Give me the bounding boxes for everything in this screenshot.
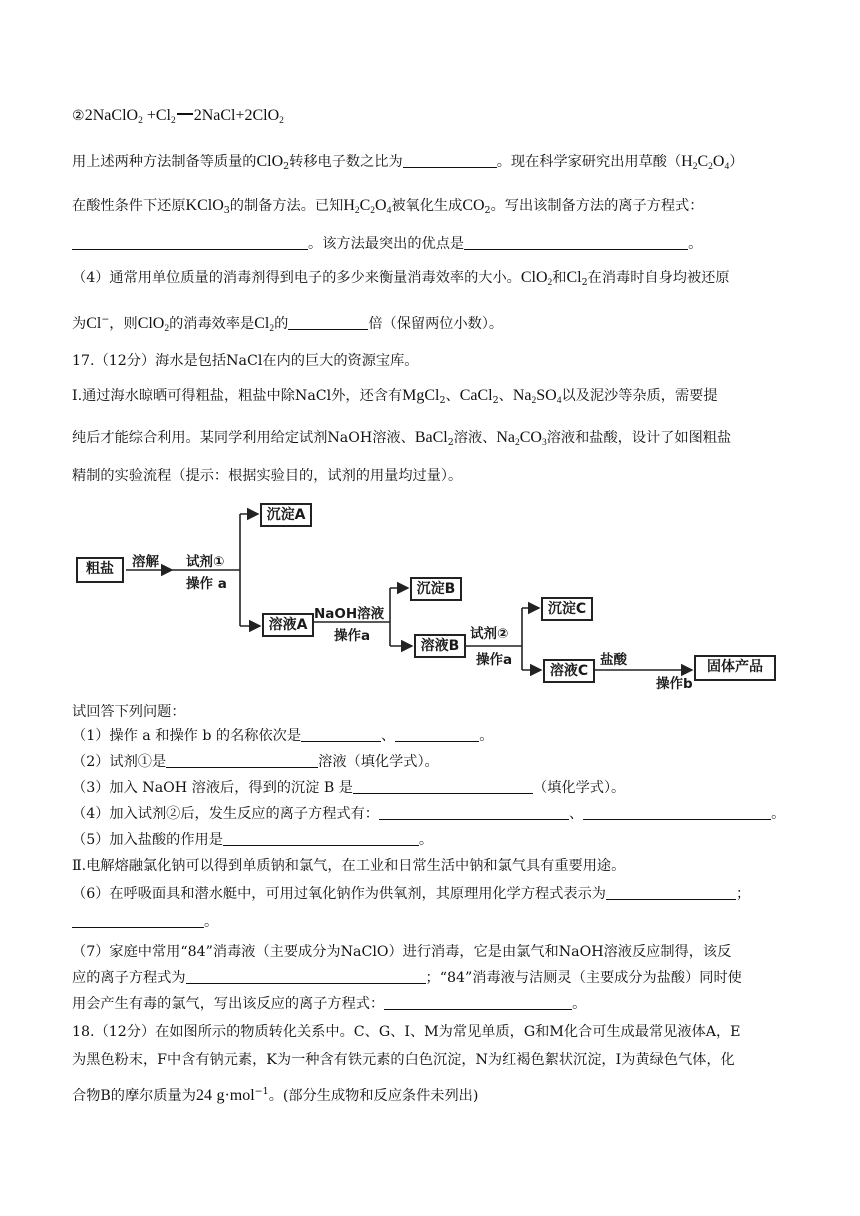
question-4-cont: 为Cl−，则ClO$_2$的消毒效率是$Cl_2$的 倍（保留两位小数）。 <box>72 314 504 334</box>
label-naoh-solution: NaOH溶液 <box>314 606 385 622</box>
answer-blank[interactable] <box>301 727 381 742</box>
answer-7-cont: 应的离子方程式为 ；“84”消毒液与洁厕灵（主要成分为盐酸）同时使 <box>72 970 742 986</box>
question-17-title: 17.（12分）海水是包括NaCl在内的巨大的资源宝库。 <box>72 353 419 369</box>
box-precipitate-a: 沉淀A <box>260 503 312 527</box>
answer-7: （7）家庭中常用“84”消毒液（主要成分为NaClO）进行消毒，它是由氯气和NaOH溶液反应制得，该反 <box>72 944 732 960</box>
paragraph-line: 在酸性条件下还原KClO$_3$的制备方法。已知$H_2C_2O_4$被氧化生成$CO_2$。写出该制备方法的离子方程式： <box>72 197 704 216</box>
question-18-line3: 合物B的摩尔质量为24 g·mol$^{-1}$。(部分生成物和反应条件未列出) <box>72 1086 479 1104</box>
label-reagent-2: 试剂② <box>470 626 509 642</box>
answer-blank[interactable] <box>384 995 572 1010</box>
label-operation-a-3: 操作a <box>476 652 513 668</box>
equation-2: ②2NaClO$_2$ $+Cl_2$ 2NaCl+2ClO$_2$ <box>72 107 284 126</box>
label-operation-a-1: 操作 a <box>186 576 227 592</box>
equals-sign <box>177 113 193 115</box>
answer-3: （3）加入 NaOH 溶液后，得到的沉淀 B 是 （填化学式）。 <box>72 780 626 796</box>
question-17-part1-cont: 纯后才能综合利用。某同学利用给定试剂NaOH溶液、BaCl$_2$溶液、$Na_2CO_3$溶液和盐酸，设计了如图粗盐 <box>72 429 732 448</box>
paragraph-line: 。该方法最突出的优点是 。 <box>72 234 800 254</box>
answer-blank[interactable] <box>353 779 533 794</box>
answer-6-cont: 。 <box>72 912 800 932</box>
box-solid-product: 固体产品 <box>694 655 776 681</box>
answer-5: （5）加入盐酸的作用是 。 <box>72 832 434 848</box>
answer-blank[interactable] <box>583 805 771 820</box>
answer-blank[interactable] <box>395 727 479 742</box>
answer-blank[interactable] <box>72 913 204 928</box>
box-solution-b: 溶液B <box>414 634 466 658</box>
box-precipitate-c: 沉淀C <box>541 597 593 621</box>
answer-blank[interactable] <box>186 969 426 984</box>
answer-1: （1）操作 a 和操作 b 的名称依次是 、 。 <box>72 728 494 744</box>
label-operation-a-2: 操作a <box>334 628 371 644</box>
paragraph-line: 用上述两种方法制备等质量的ClO$_2$转移电子数之比为 。现在科学家研究出用草酸$(H_2C_2O_4)$ <box>72 153 744 172</box>
label-dissolve: 溶解 <box>132 554 159 570</box>
answer-blank[interactable] <box>223 831 419 846</box>
answer-2: （2）试剂①是 溶液（填化学式）。 <box>72 754 439 770</box>
question-18-line1: 18.（12分）在如图所示的物质转化关系中。C、G、I、M为常见单质，G和M化合可生成最常见液体A，E <box>72 1024 741 1040</box>
box-precipitate-b: 沉淀B <box>410 577 462 601</box>
answer-blank[interactable] <box>288 315 368 330</box>
answer-blank[interactable] <box>464 235 688 250</box>
label-hydrochloric-acid: 盐酸 <box>600 652 627 668</box>
answer-blank[interactable] <box>606 885 736 900</box>
question-4: （4）通常用单位质量的消毒剂得到电子的多少来衡量消毒效率的大小。ClO$_2$和$Cl_2$在消毒时自身均被还原 <box>72 269 730 288</box>
box-solution-a: 溶液A <box>262 613 314 637</box>
answer-blank[interactable] <box>403 153 497 168</box>
box-solution-c: 溶液C <box>543 659 595 683</box>
label-reagent-1: 试剂① <box>186 554 225 570</box>
label-operation-b: 操作b <box>656 676 693 692</box>
answer-6: （6）在呼吸面具和潜水艇中，可用过氧化钠作为供氧剂，其原理用化学方程式表示为 ； <box>72 886 751 902</box>
question-18-line2: 为黑色粉末，F中含有钠元素，K为一种含有铁元素的白色沉淀，N为红褐色絮状沉淀，I为黄绿色气体，化 <box>72 1052 735 1068</box>
answer-4: （4）加入试剂②后，发生反应的离子方程式有： 、 。 <box>72 806 786 822</box>
purification-flow-diagram <box>72 496 788 696</box>
question-17-part1: Ⅰ.通过海水晾晒可得粗盐，粗盐中除NaCl外，还含有MgCl$_2$、CaCl$_2$、$Na_2SO_4$以及泥沙等杂质，需要提 <box>72 387 718 406</box>
answer-intro: 试回答下列问题： <box>72 704 186 720</box>
answer-7-cont2: 用会产生有毒的氯气，写出该反应的离子方程式： 。 <box>72 996 587 1012</box>
question-17-part1-cont2: 精制的实验流程（提示：根据实验目的，试剂的用量均过量）。 <box>72 468 463 484</box>
answer-blank[interactable] <box>72 235 308 250</box>
box-crude-salt: 粗盐 <box>76 557 124 583</box>
part-2-intro: Ⅱ.电解熔融氯化钠可以得到单质钠和氯气，在工业和日常生活中钠和氯气具有重要用途。 <box>72 858 626 874</box>
answer-blank[interactable] <box>166 753 318 768</box>
answer-blank[interactable] <box>379 805 569 820</box>
